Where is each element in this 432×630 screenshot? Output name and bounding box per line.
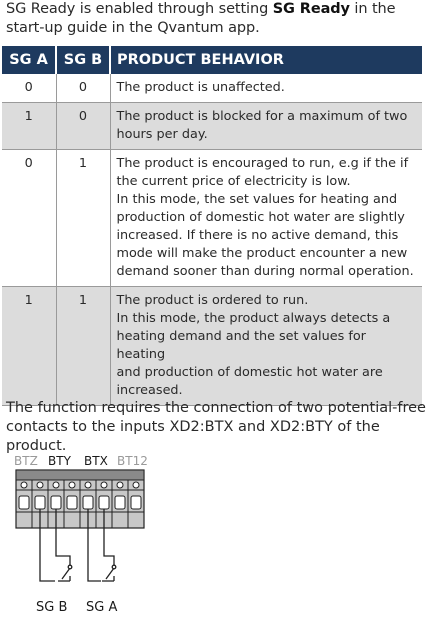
intro-text-line2: start-up guide in the Qvantum app.	[6, 20, 260, 36]
header-product-behavior: PRODUCT BEHAVIOR	[110, 46, 422, 74]
table-row	[2, 74, 422, 103]
behavior-line: and production of domestic hot water are	[116, 365, 383, 380]
table-header-row	[2, 46, 422, 74]
intro-text-part1: SG Ready is enabled through setting	[6, 1, 273, 17]
terminal-label-bty: BTY	[48, 454, 71, 468]
behavior-line: increased.	[116, 383, 183, 398]
terminal-label-btz: BTZ	[14, 454, 38, 468]
cell-sg-a: 0	[2, 74, 56, 103]
table-row	[2, 287, 422, 406]
switch-label-sg-b: SG B	[36, 600, 68, 615]
behavior-line: The product is unaffected.	[116, 80, 285, 95]
requirement-line1: The function requires the connection of two potential-free	[6, 400, 426, 416]
behavior-line: The product is ordered to run.	[116, 293, 309, 308]
requirement-line2: contacts to the inputs XD2:BTX and XD2:BTY of the product.	[6, 419, 380, 454]
switch-label-sg-a: SG A	[86, 600, 118, 615]
behavior-line: In this mode, the product always detects a	[116, 311, 391, 326]
cell-sg-a: 0	[2, 150, 56, 287]
table-row	[2, 150, 422, 287]
terminal-block	[16, 470, 144, 528]
header-sg-b: SG B	[56, 46, 110, 74]
cell-sg-b: 0	[56, 103, 110, 150]
behavior-line: In this mode, the set values for heating and	[116, 192, 398, 207]
cell-behavior	[110, 103, 422, 150]
header-sg-a: SG A	[2, 46, 56, 74]
behavior-line: The product is blocked for a maximum of two	[116, 109, 408, 124]
intro-paragraph	[6, 0, 426, 38]
switch-sg-b	[58, 565, 72, 581]
cell-behavior	[110, 150, 422, 287]
cell-sg-a: 1	[2, 103, 56, 150]
behavior-line: hours per day.	[116, 127, 208, 142]
terminal-wiring-diagram	[0, 446, 200, 630]
table-row	[2, 103, 422, 150]
cell-behavior	[110, 74, 422, 103]
behavior-line: heating demand and the set values for heating	[116, 329, 366, 362]
cell-behavior	[110, 287, 422, 406]
intro-text-part2: in the	[349, 1, 396, 17]
behavior-line: mode will make the product encounter a new	[116, 246, 408, 261]
behavior-line: demand sooner than during normal operation.	[116, 264, 414, 279]
intro-sg-ready-bold: SG Ready	[272, 1, 350, 17]
cell-sg-a: 1	[2, 287, 56, 406]
cell-sg-b: 1	[56, 287, 110, 406]
behavior-line: production of domestic hot water are slightly	[116, 210, 405, 225]
sg-ready-behavior-table	[2, 46, 422, 406]
switch-sg-a	[102, 565, 116, 581]
behavior-line: the current price of electricity is low.	[116, 174, 351, 189]
terminal-label-bt12: BT12	[117, 454, 148, 468]
behavior-line: increased. If there is no active demand, this	[116, 228, 399, 243]
cell-sg-b: 0	[56, 74, 110, 103]
cell-sg-b: 1	[56, 150, 110, 287]
terminal-label-btx: BTX	[84, 454, 108, 468]
behavior-line: The product is encouraged to run, e.g if the if	[116, 156, 409, 171]
